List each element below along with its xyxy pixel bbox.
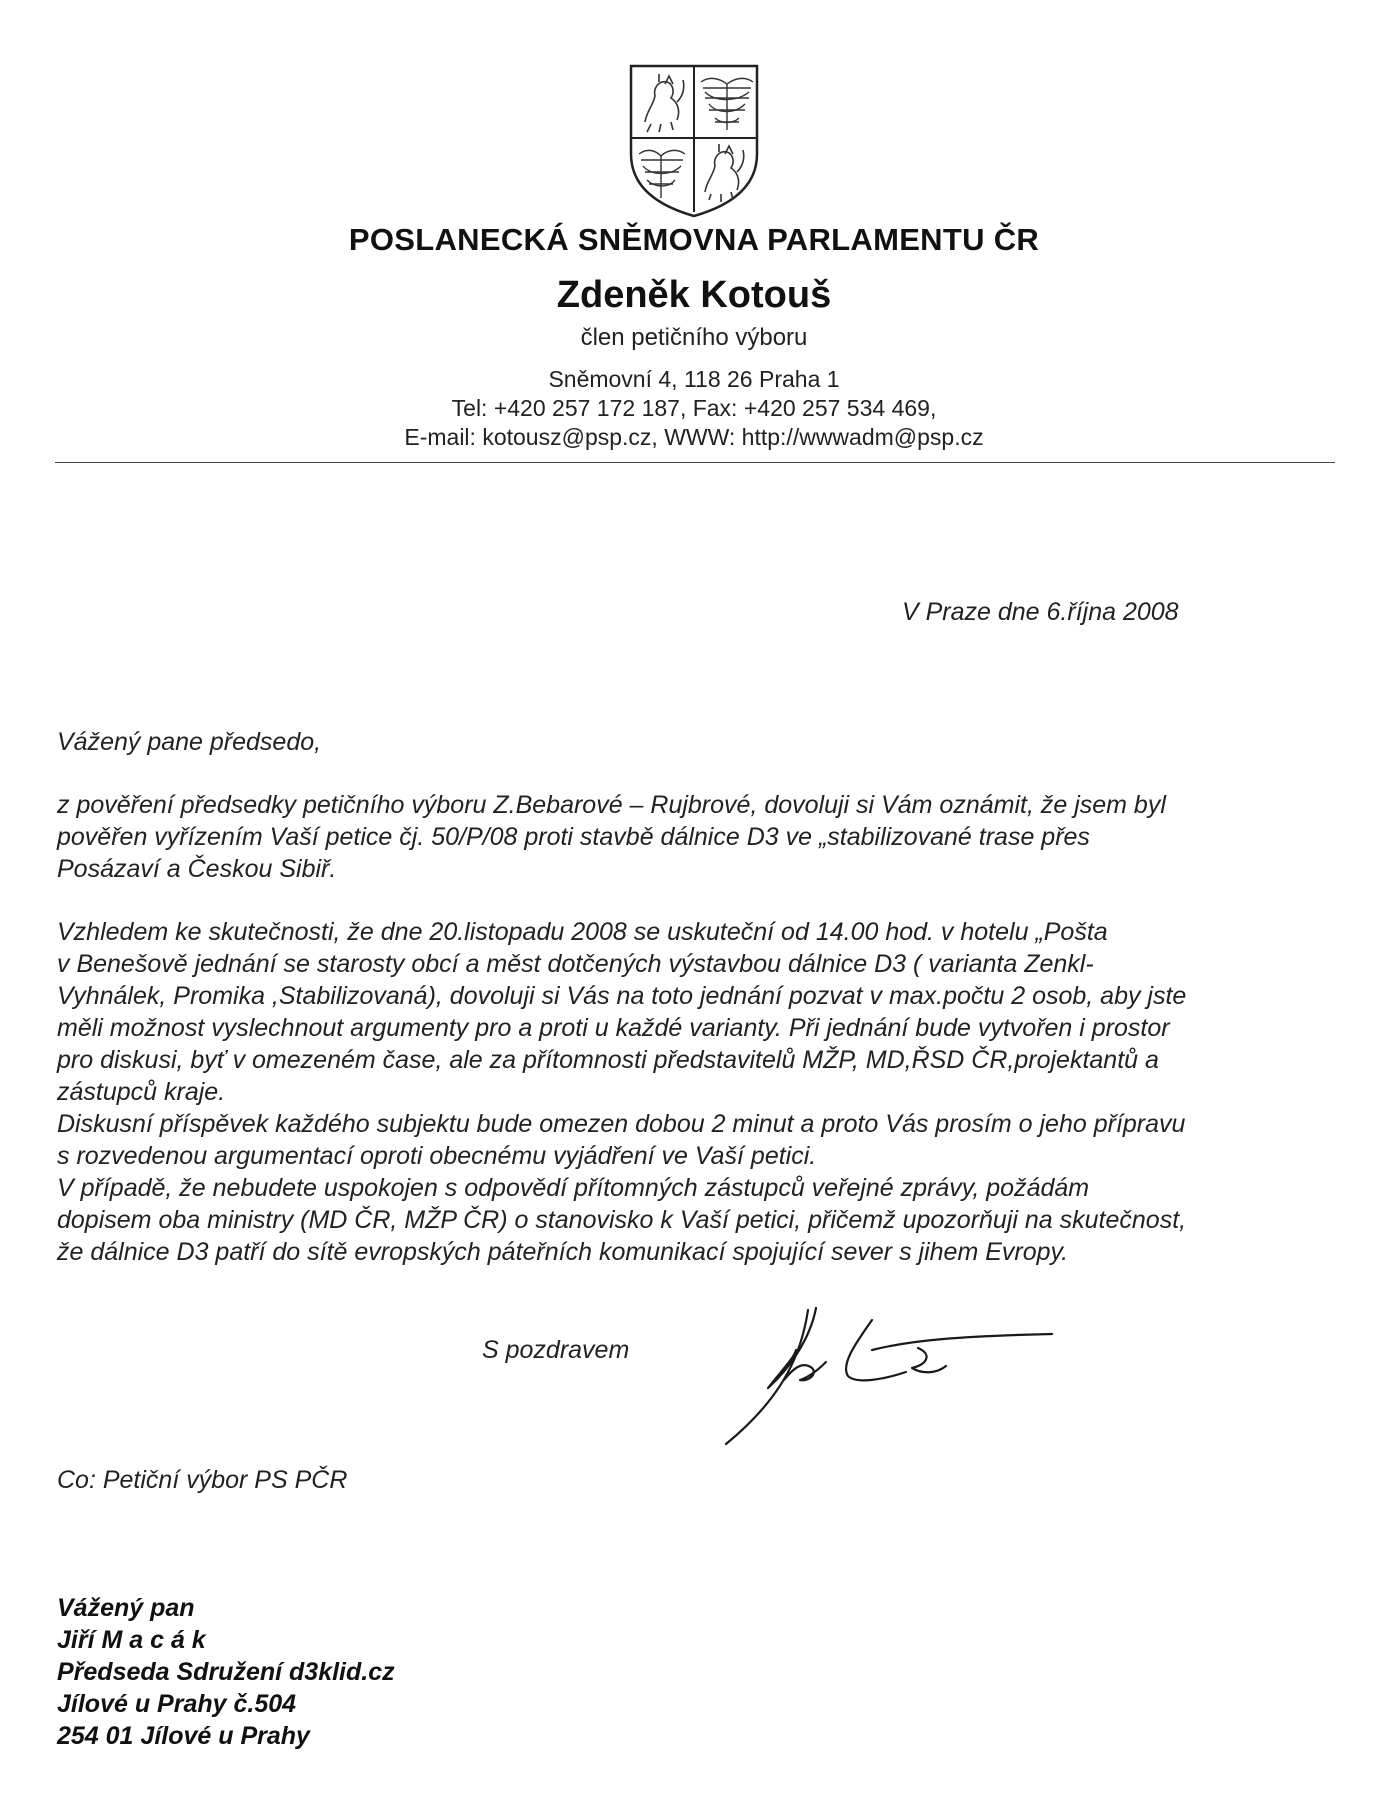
sender-phone-fax: Tel: +420 257 172 187, Fax: +420 257 534 469, <box>451 395 937 421</box>
recipient-line: Vážený pan <box>57 1594 195 1622</box>
body-line: s rozvedenou argumentací oproti obecnému vyjádření ve Vaší petici. <box>57 1142 817 1170</box>
body-line: dopisem oba ministry (MD ČR, MŽP ČR) o stanovisko k Vaší petici, přičemž upozorňuji na skutečnost, <box>57 1206 1187 1234</box>
signature-icon <box>722 1300 1062 1450</box>
recipient-line: Jiří M a c á k <box>57 1626 206 1654</box>
body-line: V případě, že nebudete uspokojen s odpovědí přítomných zástupců veřejné zprávy, požádám <box>57 1174 1090 1202</box>
body-line: že dálnice D3 patří do sítě evropských páteřních komunikací spojující sever s jihem Evropy. <box>57 1238 1069 1266</box>
body-line: zástupců kraje. <box>57 1078 226 1106</box>
body-line: v Benešově jednání se starosty obcí a měst dotčených výstavbou dálnice D3 ( varianta Zenkl- <box>57 950 1094 978</box>
recipient-line: Předseda Sdružení d3klid.cz <box>57 1658 395 1686</box>
body-line: z pověření předsedky petičního výboru Z.Bebarové – Rujbrové, dovoluji si Vám oznámit, že jsem byl <box>57 791 1166 819</box>
body-line: Vzhledem ke skutečnosti, že dne 20.listopadu 2008 se uskuteční od 14.00 hod. v hotelu „Pošta <box>57 918 1108 946</box>
header-divider <box>55 462 1335 463</box>
organization-title: POSLANECKÁ SNĚMOVNA PARLAMENTU ČR <box>348 222 1040 257</box>
salutation: Vážený pane předsedo, <box>57 728 322 756</box>
sender-email-www: E-mail: kotousz@psp.cz, WWW: http://wwwadm@psp.cz <box>404 424 984 450</box>
sender-address: Sněmovní 4, 118 26 Praha 1 <box>548 366 840 392</box>
recipient-line: 254 01 Jílové u Prahy <box>57 1722 310 1750</box>
body-line: měli možnost vyslechnout argumenty pro a proti u každé varianty. Při jednání bude vytvořen i prostor <box>57 1014 1170 1042</box>
sender-role: člen petičního výboru <box>580 324 808 351</box>
coat-of-arms-icon <box>625 62 763 218</box>
body-line: pověřen vyřízením Vaší petice čj. 50/P/08 proti stavbě dálnice D3 ve „stabilizované trase přes <box>57 823 1090 851</box>
body-line: Diskusní příspěvek každého subjektu bude omezen dobou 2 minut a proto Vás prosím o jeho přípravu <box>57 1110 1186 1138</box>
body-line: pro diskusi, byť v omezeném čase, ale za přítomnosti představitelů MŽP, MD,ŘSD ČR,projektantů a <box>57 1046 1159 1074</box>
letter-date: V Praze dne 6.října 2008 <box>902 598 1179 626</box>
carbon-copy: Co: Petiční výbor PS PČR <box>57 1466 348 1494</box>
body-line: Posázaví a Českou Sibiř. <box>57 855 337 883</box>
closing: S pozdravem <box>482 1336 630 1364</box>
recipient-line: Jílové u Prahy č.504 <box>57 1690 297 1718</box>
body-line: Vyhnálek, Promika ,Stabilizovaná), dovoluji si Vás na toto jednání pozvat v max.počtu 2 osob, aby jste <box>57 982 1187 1010</box>
sender-name: Zdeněk Kotouš <box>556 274 832 316</box>
